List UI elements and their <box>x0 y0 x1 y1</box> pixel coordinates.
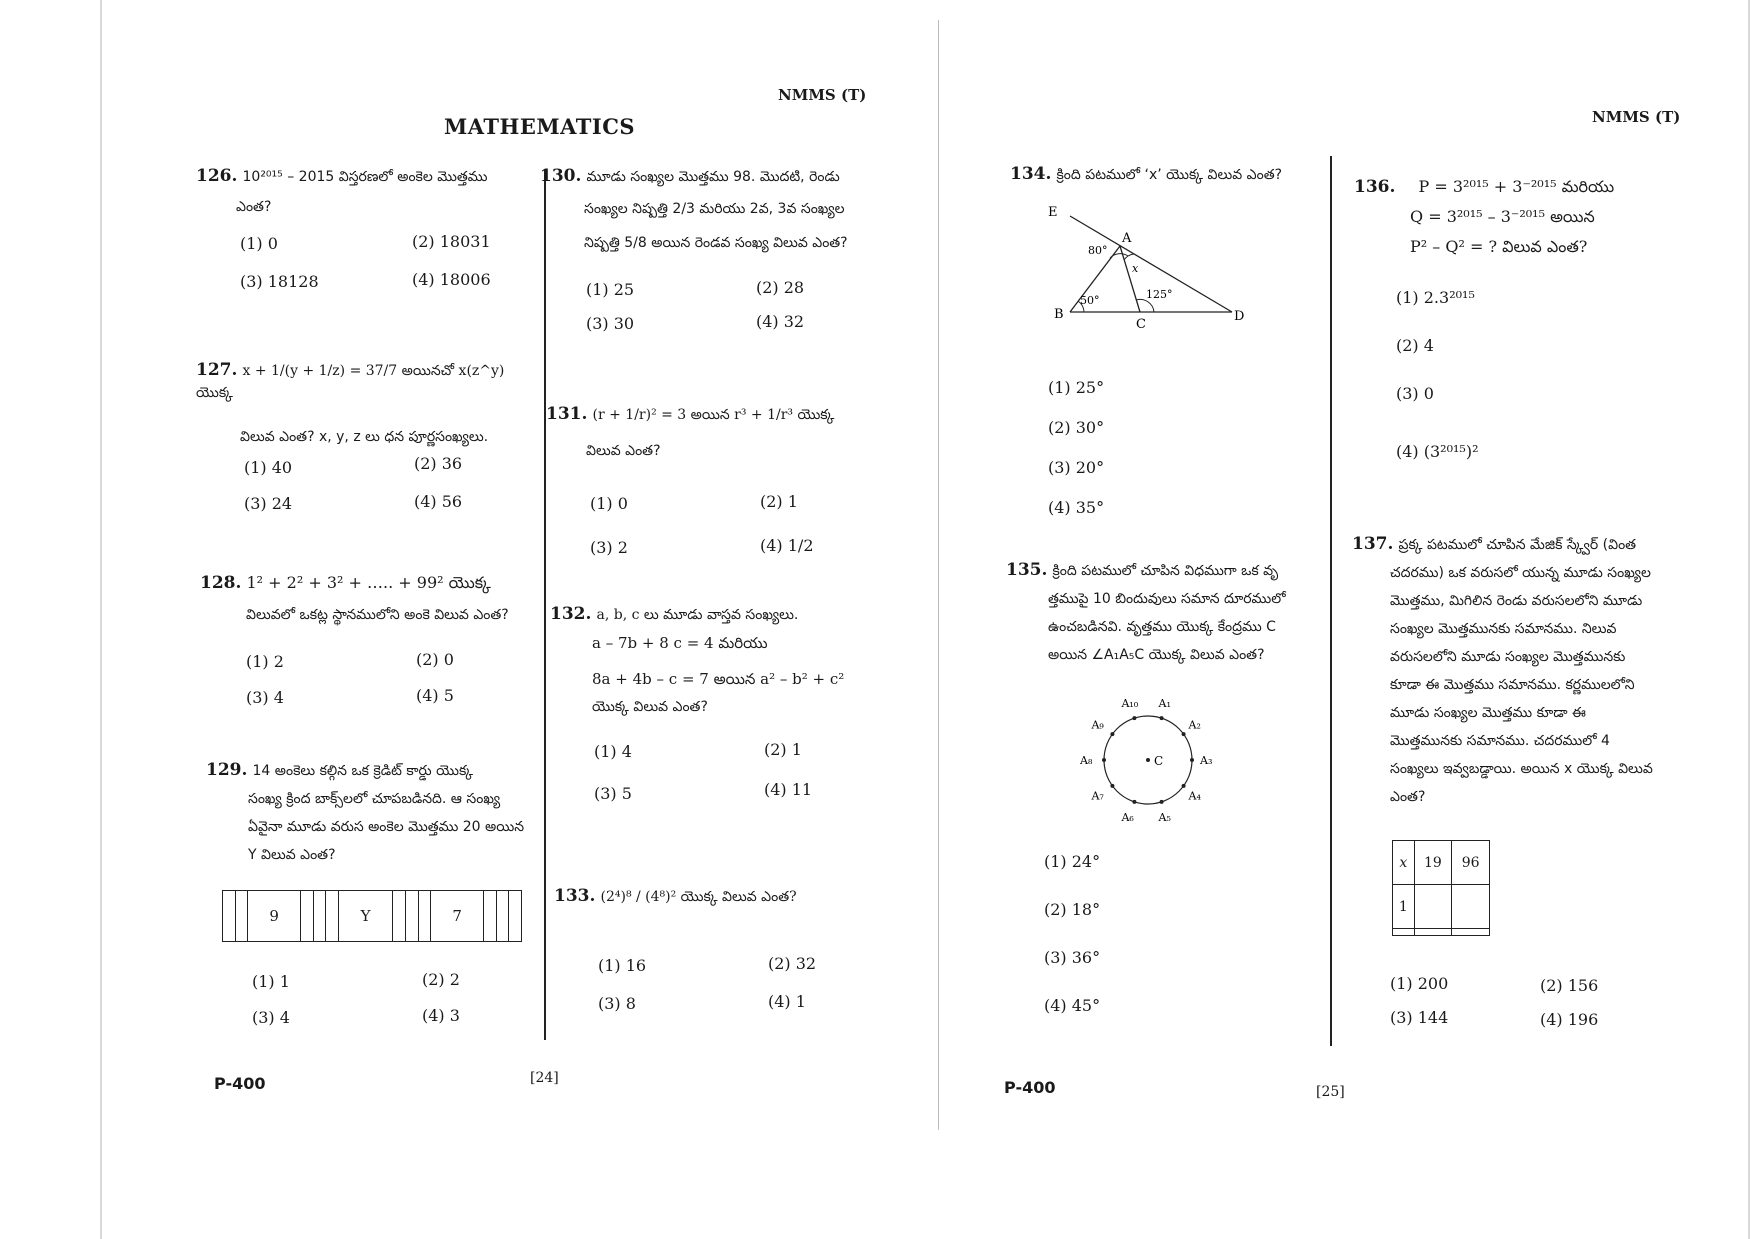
magic-cell: 96 <box>1452 841 1490 885</box>
magic-cell: 19 <box>1414 841 1452 885</box>
circle-point <box>1110 732 1114 736</box>
question-line: a, b, c లు మూడు వాస్తవ సంఖ్యలు. <box>596 607 799 623</box>
circle-point <box>1160 800 1164 804</box>
circle-point <box>1182 784 1186 788</box>
question-line: క్రింది పటములో చూపిన విధముగా ఒక వృ <box>1052 563 1279 579</box>
card-cell <box>393 891 406 942</box>
question-number: 135. <box>1006 560 1048 580</box>
scan-edge-right <box>1748 0 1750 1239</box>
question-126 <box>196 166 526 218</box>
left-header: NMMS (T) <box>778 86 867 104</box>
question-line: Y విలువ ఎంత? <box>248 847 336 863</box>
option: (1) 16 <box>598 956 647 975</box>
circle-figure <box>1070 690 1220 830</box>
question-line: సంఖ్యల మొత్తమునకు సమానము. నిలువ <box>1390 621 1617 637</box>
question-line: మొత్తమునకు సమానము. చదరములో 4 <box>1390 733 1610 749</box>
option: (1) 25 <box>586 280 635 299</box>
question-line: సంఖ్యలు ఇవ్వబడ్డాయి. అయిన x యొక్క విలువ <box>1390 761 1653 777</box>
center-point <box>1146 758 1150 762</box>
question-line: చదరము) ఒక వరుసలో యున్న మూడు సంఖ్యల <box>1390 565 1651 581</box>
option: (2) 18031 <box>412 232 491 251</box>
question-129 <box>206 760 536 866</box>
circle-point <box>1102 758 1106 762</box>
question-number: 126. <box>196 166 238 186</box>
option: (4) 3 <box>422 1006 460 1025</box>
option: (4) 18006 <box>412 270 491 289</box>
option: (1) 4 <box>594 742 632 761</box>
magic-cell <box>1414 929 1452 936</box>
question-number: 128. <box>200 573 242 593</box>
option: (4) 45° <box>1044 996 1101 1015</box>
question-line: 10²⁰¹⁵ – 2015 విస్తరణలో అంకెల మొత్తము <box>242 169 488 185</box>
option: (1) 0 <box>590 494 628 513</box>
option: (1) 24° <box>1044 852 1101 871</box>
card-cell: 9 <box>248 891 301 942</box>
circle-point-label: A₆ <box>1121 811 1134 825</box>
option: (2) 156 <box>1540 976 1599 995</box>
question-132 <box>550 604 880 718</box>
question-line: మూడు సంఖ్యల మొత్తము 98. మొదటి, రెండు <box>586 169 840 185</box>
option: (4) 1/2 <box>760 536 814 555</box>
option: (4) 35° <box>1048 498 1105 517</box>
option: (1) 200 <box>1390 974 1449 993</box>
option: (4) 5 <box>416 686 454 705</box>
circle-point-label: A₂ <box>1188 718 1201 732</box>
card-cell <box>313 891 326 942</box>
card-cell <box>326 891 339 942</box>
option: (3) 4 <box>252 1008 290 1027</box>
circle-point-label: A₃ <box>1200 754 1213 767</box>
question-line: వరుసలలోని మూడు సంఖ్యల మొత్తమునకు <box>1390 649 1626 665</box>
option: (3) 4 <box>246 688 284 707</box>
question-line: 8a + 4b – c = 7 అయిన a² – b² + c² <box>592 670 845 688</box>
option: (1) 0 <box>240 234 278 253</box>
card-cell <box>418 891 431 942</box>
magic-cell <box>1393 929 1415 936</box>
question-line: విలువ ఎంత? x, y, z లు ధన పూర్ణసంఖ్యలు. <box>240 429 489 445</box>
card-cell <box>223 891 236 942</box>
circle-point-label: A₇ <box>1091 789 1104 803</box>
magic-cell <box>1452 885 1490 929</box>
circle-point <box>1182 732 1186 736</box>
page-number: [25] <box>1316 1084 1345 1100</box>
option: (2) 28 <box>756 278 805 297</box>
question-number: 132. <box>550 604 592 624</box>
option: (3) 2 <box>590 538 628 557</box>
option: (4) 56 <box>414 492 463 511</box>
left-column-divider <box>544 170 546 1040</box>
question-line: విలువ ఎంత? <box>586 443 661 459</box>
question-line: కూడా ఈ మొత్తము సమానము. కర్ణములలోని <box>1390 677 1635 693</box>
question-131 <box>546 404 876 462</box>
question-number: 136. <box>1354 177 1396 197</box>
question-133 <box>554 886 884 908</box>
footer-code: P-400 <box>1004 1078 1056 1097</box>
question-number: 131. <box>546 404 588 424</box>
question-line: 14 అంకెలు కల్గిన ఒక క్రెడిట్ కార్డు యొక్క <box>252 763 474 779</box>
card-cell: Y <box>338 891 392 942</box>
option: (2) 1 <box>764 740 802 759</box>
option: (2) 32 <box>768 954 817 973</box>
label-c: C <box>1136 317 1146 330</box>
option: (4) 11 <box>764 780 813 799</box>
option: (3) 0 <box>1396 384 1434 403</box>
label-d: D <box>1234 309 1245 324</box>
question-number: 133. <box>554 886 596 906</box>
right-header: NMMS (T) <box>1592 108 1681 126</box>
label-50: 50° <box>1080 294 1100 307</box>
question-137 <box>1352 534 1702 808</box>
question-line: త్తముపై 10 బిందువులు సమాన దూరములో <box>1048 591 1286 607</box>
option: (1) 2.3²⁰¹⁵ <box>1396 288 1475 307</box>
option: (2) 36 <box>414 454 463 473</box>
question-line: (2⁴)⁸ / (4⁸)² యొక్క విలువ ఎంత? <box>600 889 797 905</box>
question-line: ఎంత? <box>236 199 272 215</box>
magic-cell <box>1452 929 1490 936</box>
option: (3) 144 <box>1390 1008 1449 1027</box>
label-a: A <box>1122 231 1132 246</box>
question-line: నిష్పత్తి 5/8 అయిన రెండవ సంఖ్య విలువ ఎంత? <box>584 235 848 251</box>
page-title: MATHEMATICS <box>444 114 636 139</box>
option: (3) 36° <box>1044 948 1101 967</box>
option: (3) 30 <box>586 314 635 333</box>
scan-edge-left <box>100 0 102 1239</box>
question-line: P² – Q² = ? విలువ ఎంత? <box>1410 237 1588 256</box>
magic-cell: x <box>1393 841 1415 885</box>
question-130 <box>540 166 870 254</box>
option: (3) 20° <box>1048 458 1105 477</box>
card-cell: 7 <box>431 891 484 942</box>
question-line: x + 1/(y + 1/z) = 37/7 అయినచో x(z^y) యొక్క <box>196 363 505 401</box>
question-number: 129. <box>206 760 248 780</box>
option: (1) 2 <box>246 652 284 671</box>
question-line: ప్రక్క పటములో చూపిన మేజిక్ స్క్వేర్ (వింత <box>1398 537 1637 553</box>
option: (4) 32 <box>756 312 805 331</box>
question-line: సంఖ్య క్రింద బాక్స్‌లలో చూపబడినది. ఆ సంఖ్య <box>248 791 501 807</box>
question-line: ఏవైనా మూడు వరుస అంకెల మొత్తము 20 అయిన <box>248 819 525 835</box>
circle-point <box>1160 716 1164 720</box>
question-135 <box>1006 560 1326 666</box>
label-80: 80° <box>1088 244 1108 257</box>
card-cell <box>509 891 522 942</box>
circle-point-label: A₅ <box>1158 811 1171 825</box>
option: (4) 196 <box>1540 1010 1599 1029</box>
option: (2) 4 <box>1396 336 1434 355</box>
option: (4) 1 <box>768 992 806 1011</box>
circle-point-label: A₈ <box>1080 754 1093 767</box>
page-number: [24] <box>530 1070 559 1086</box>
question-number: 137. <box>1352 534 1394 554</box>
option: (2) 18° <box>1044 900 1101 919</box>
question-line: క్రింది పటములో ‘x’ యొక్క విలువ ఎంత? <box>1056 167 1283 183</box>
label-b: B <box>1054 307 1064 322</box>
option: (1) 25° <box>1048 378 1105 397</box>
option: (3) 8 <box>598 994 636 1013</box>
question-line: సంఖ్యల నిష్పత్తి 2/3 మరియు 2వ, 3వ సంఖ్యల <box>584 201 845 217</box>
question-line: Q = 3²⁰¹⁵ – 3⁻²⁰¹⁵ అయిన <box>1410 207 1595 226</box>
question-line: a – 7b + 8 c = 4 మరియు <box>592 634 768 652</box>
footer-code: P-400 <box>214 1074 266 1093</box>
magic-cell <box>1414 885 1452 929</box>
center-label: C <box>1154 754 1164 768</box>
question-128 <box>200 572 540 626</box>
angle-arc-80 <box>1110 254 1128 258</box>
question-127 <box>196 360 536 448</box>
option: (1) 1 <box>252 972 290 991</box>
option: (2) 30° <box>1048 418 1105 437</box>
label-e: E <box>1048 205 1058 220</box>
question-136 <box>1354 176 1684 258</box>
question-line: మూడు సంఖ్యల మొత్తము కూడా ఈ <box>1390 705 1586 721</box>
card-cell <box>405 891 418 942</box>
circle-point-label: A₄ <box>1188 789 1201 803</box>
question-number: 130. <box>540 166 582 186</box>
question-line: (r + 1/r)² = 3 అయిన r³ + 1/r³ యొక్క <box>592 407 835 423</box>
card-cell <box>235 891 248 942</box>
option: (1) 40 <box>244 458 293 477</box>
label-125: 125° <box>1146 288 1173 301</box>
circle-point <box>1110 784 1114 788</box>
option: (2) 2 <box>422 970 460 989</box>
circle-point-label: A₁₀ <box>1121 696 1139 710</box>
question-line: యొక్క విలువ ఎంత? <box>592 699 708 715</box>
magic-square <box>1392 840 1490 936</box>
option: (4) (3²⁰¹⁵)² <box>1396 442 1479 461</box>
magic-cell: 1 <box>1393 885 1415 929</box>
circle-point <box>1190 758 1194 762</box>
question-line: P = 3²⁰¹⁵ + 3⁻²⁰¹⁵ మరియు <box>1418 177 1615 196</box>
question-number: 134. <box>1010 164 1052 184</box>
card-cell <box>484 891 497 942</box>
option: (2) 0 <box>416 650 454 669</box>
question-line: మొత్తము, మిగిలిన రెండు వరుసలలోని మూడు <box>1390 593 1643 609</box>
option: (3) 24 <box>244 494 293 513</box>
question-line: అయిన ∠A₁A₅C యొక్క విలువ ఎంత? <box>1048 647 1265 663</box>
page-spine <box>938 20 939 1130</box>
label-x: x <box>1132 262 1139 275</box>
question-number: 127. <box>196 360 238 380</box>
question-line: ఉంచబడినవి. వృత్తము యొక్క కేంద్రము C <box>1048 619 1276 635</box>
circle-point-label: A₁ <box>1158 696 1171 710</box>
option: (3) 5 <box>594 784 632 803</box>
right-column-divider <box>1330 156 1332 1046</box>
circle-point <box>1132 716 1136 720</box>
card-cell <box>301 891 314 942</box>
circle-point <box>1132 800 1136 804</box>
question-line: 1² + 2² + 3² + ….. + 99² యొక్క <box>246 573 491 592</box>
question-134 <box>1010 164 1330 186</box>
triangle-figure <box>1040 200 1250 330</box>
question-line: విలువలో ఒకట్ల స్థానములోని అంకె విలువ ఎంత? <box>246 607 509 623</box>
card-cell <box>496 891 509 942</box>
circle-point-label: A₉ <box>1091 718 1104 732</box>
option: (2) 1 <box>760 492 798 511</box>
credit-card-boxes <box>222 890 522 942</box>
option: (3) 18128 <box>240 272 319 291</box>
question-line: ఎంత? <box>1390 789 1426 805</box>
